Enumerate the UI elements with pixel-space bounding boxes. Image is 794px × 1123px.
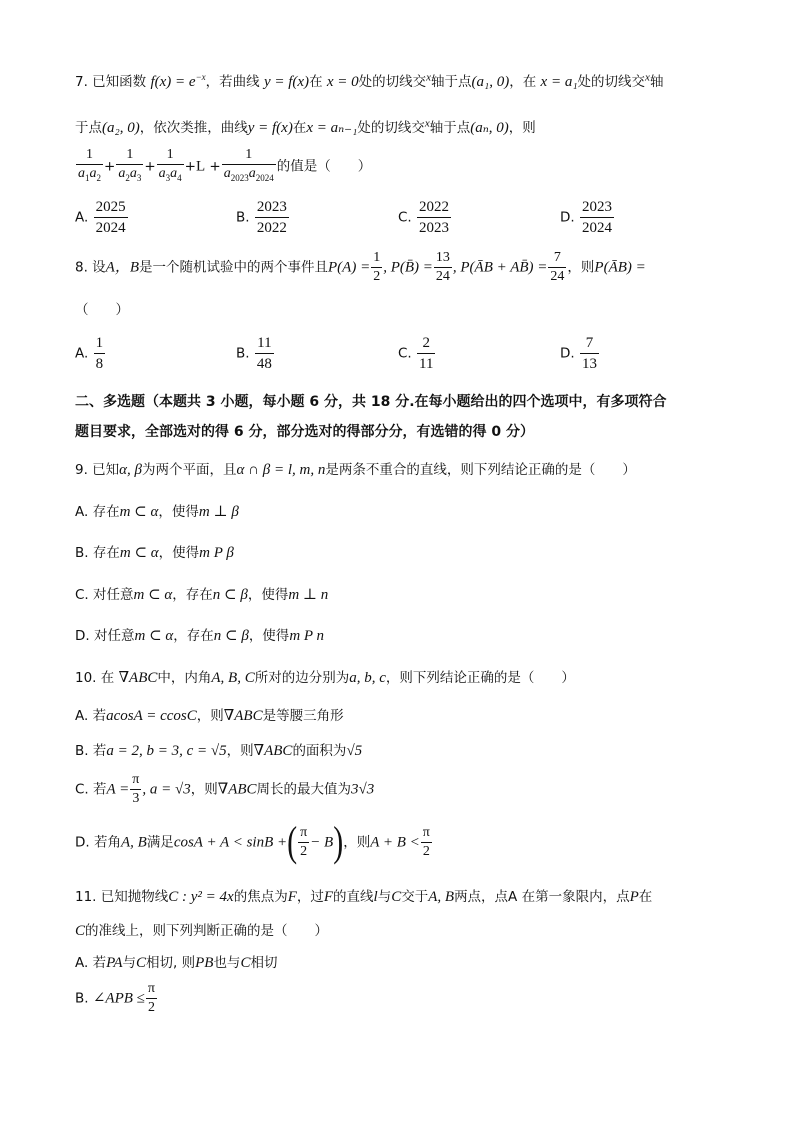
q7-pt2: (a₂, 0) xyxy=(102,120,140,136)
q7-option-a: A. $\frac{2025}{2024}$ xyxy=(75,199,126,236)
q7-ptn: (aₙ, 0) xyxy=(470,120,509,136)
q7-sum-term: $\frac{1}{a_1a_2}$ xyxy=(76,146,103,187)
section2-heading-line1: 二、多选题（本题共 3 小题，每小题 6 分，共 18 分.在每小题给出的四个选项中，有多项符合 xyxy=(75,394,667,410)
q7-xvar: x xyxy=(424,117,430,130)
q7-text: 轴于点 xyxy=(431,74,472,90)
q7-text: ，若曲线 xyxy=(205,74,260,90)
q7-sum-term: $\frac{1}{a_{2023}a_{2024}}$ xyxy=(222,146,276,187)
section2-heading-line2: 题目要求，全部选对的得 6 分，部分选对的得部分分，有选错的得 0 分） xyxy=(75,424,534,440)
q7-option-d: D. $\frac{2023}{2024}$ xyxy=(560,199,612,236)
q7-text: 在 xyxy=(292,120,307,136)
q11-stem-line2: C的准线上，则下列判断正确的是（ ） xyxy=(75,923,329,939)
q10-option-d: D. 若角A, B满足cosA + A < sinB +( $\frac{\pi}{2}$ − B)，则A + B < $\frac{\pi}{2}$ xyxy=(75,818,430,865)
q8-option-a: A. $\frac{1}{8}$ xyxy=(75,335,104,372)
q7-xvar: x xyxy=(426,71,432,84)
q7-text: 7. 已知函数 xyxy=(75,74,147,90)
q7-xan: x = aₙ₋₁ xyxy=(306,120,358,136)
q7-text: 处的切线交 xyxy=(357,120,425,136)
q10-option-a: A. 若acosA = ccosC，则∇ABC是等腰三角形 xyxy=(75,708,344,724)
q7-text: 轴 xyxy=(649,74,664,90)
q11-option-b: B. ∠APB ≤ $\frac{\pi}{2}$ xyxy=(75,981,155,1015)
q7-xvar: x xyxy=(645,71,650,84)
q11-option-a: A. 若PA与C相切, 则PB也与C相切 xyxy=(75,955,278,971)
q9-option-a: A. 存在m ⊂ α，使得m ⊥ β xyxy=(75,504,239,520)
q7-sum-term: $\frac{1}{a_3a_4}$ xyxy=(157,146,184,187)
q10-option-c: C. 若A = $\frac{\pi}{3}$ , a = √3，则∇ABC周长的最大值为3√3 xyxy=(75,772,375,806)
q7-text: 处的切线交 xyxy=(358,74,427,90)
q7-text: 于点 xyxy=(75,120,102,136)
q7-x0: x = 0 xyxy=(326,74,359,90)
q9-option-d: D. 对任意m ⊂ α，存在n ⊂ β，使得m P n xyxy=(75,628,325,644)
q7-xa1: x = a₁ xyxy=(540,74,578,90)
q7-text: 轴于点 xyxy=(429,120,471,136)
q7-func: $f(x) = e^{-x}$ xyxy=(150,72,206,90)
q8-option-c: C. $\frac{2}{11}$ xyxy=(398,335,434,372)
q7-line2 xyxy=(75,116,536,137)
q7-option-c: C. $\frac{2022}{2023}$ xyxy=(398,199,450,236)
q7-text: 处的切线交 xyxy=(577,74,646,90)
q7-text: ，依次类推，曲线 xyxy=(139,120,248,136)
q7-text: ，则 xyxy=(508,120,536,136)
q7-pt1: (a₁, 0) xyxy=(471,74,510,90)
q9-stem: 9. 已知α, β为两个平面，且α ∩ β = l, m, n是两条不重合的直线，则下列结论正确的是（ ） xyxy=(75,462,636,478)
q9-option-b: B. 存在m ⊂ α，使得m P β xyxy=(75,545,234,561)
q10-option-b: B. 若a = 2, b = 3, c = √5，则∇ABC的面积为√5 xyxy=(75,743,363,759)
q7-tail: 的值是（ ） xyxy=(276,158,372,175)
q7-line1 xyxy=(75,70,663,91)
q8-option-d: D. $\frac{7}{13}$ xyxy=(560,335,597,372)
q7-sum: $\frac{1}{a_1a_2}$ + $\frac{1}{a_2a_3}$ + $\frac{1}{a_3a_4}$ +L + $\frac{1}{a_{2023}a_{2024}}$ 的值是（ ） xyxy=(75,146,371,187)
q11-stem-line1: 11. 已知抛物线C : y² = 4x的焦点为F，过F的直线l与C交于A, B两点，点A 在第一象限内，点P在 xyxy=(75,889,653,905)
q8-option-b: B. $\frac{11}{48}$ xyxy=(236,335,272,372)
q8-stem: 8. 设A，B是一个随机试验中的两个事件且P(A) = $\frac{1}{2}$ , P(B̄) = $\frac{13}{24}$ , P(ĀB + AB̄) = $\frac{7}{24}$ ，则P(ĀB) = xyxy=(75,250,646,284)
q9-option-c: C. 对任意m ⊂ α，存在n ⊂ β，使得m ⊥ n xyxy=(75,587,329,603)
q7-sum-term: $\frac{1}{a_2a_3}$ xyxy=(116,146,143,187)
q7-curve: y = f(x) xyxy=(247,120,293,136)
q7-curve: y = f(x) xyxy=(263,74,310,90)
q7-text: 在 xyxy=(309,74,323,90)
q7-text: ，在 xyxy=(509,74,537,90)
q7-option-b: B. $\frac{2023}{2022}$ xyxy=(236,199,287,236)
q10-stem: 10. 在 ∇ABC中，内角A, B, C所对的边分别为a, b, c，则下列结论正确的是（ ） xyxy=(75,670,575,686)
q8-paren: （ ） xyxy=(75,302,129,318)
